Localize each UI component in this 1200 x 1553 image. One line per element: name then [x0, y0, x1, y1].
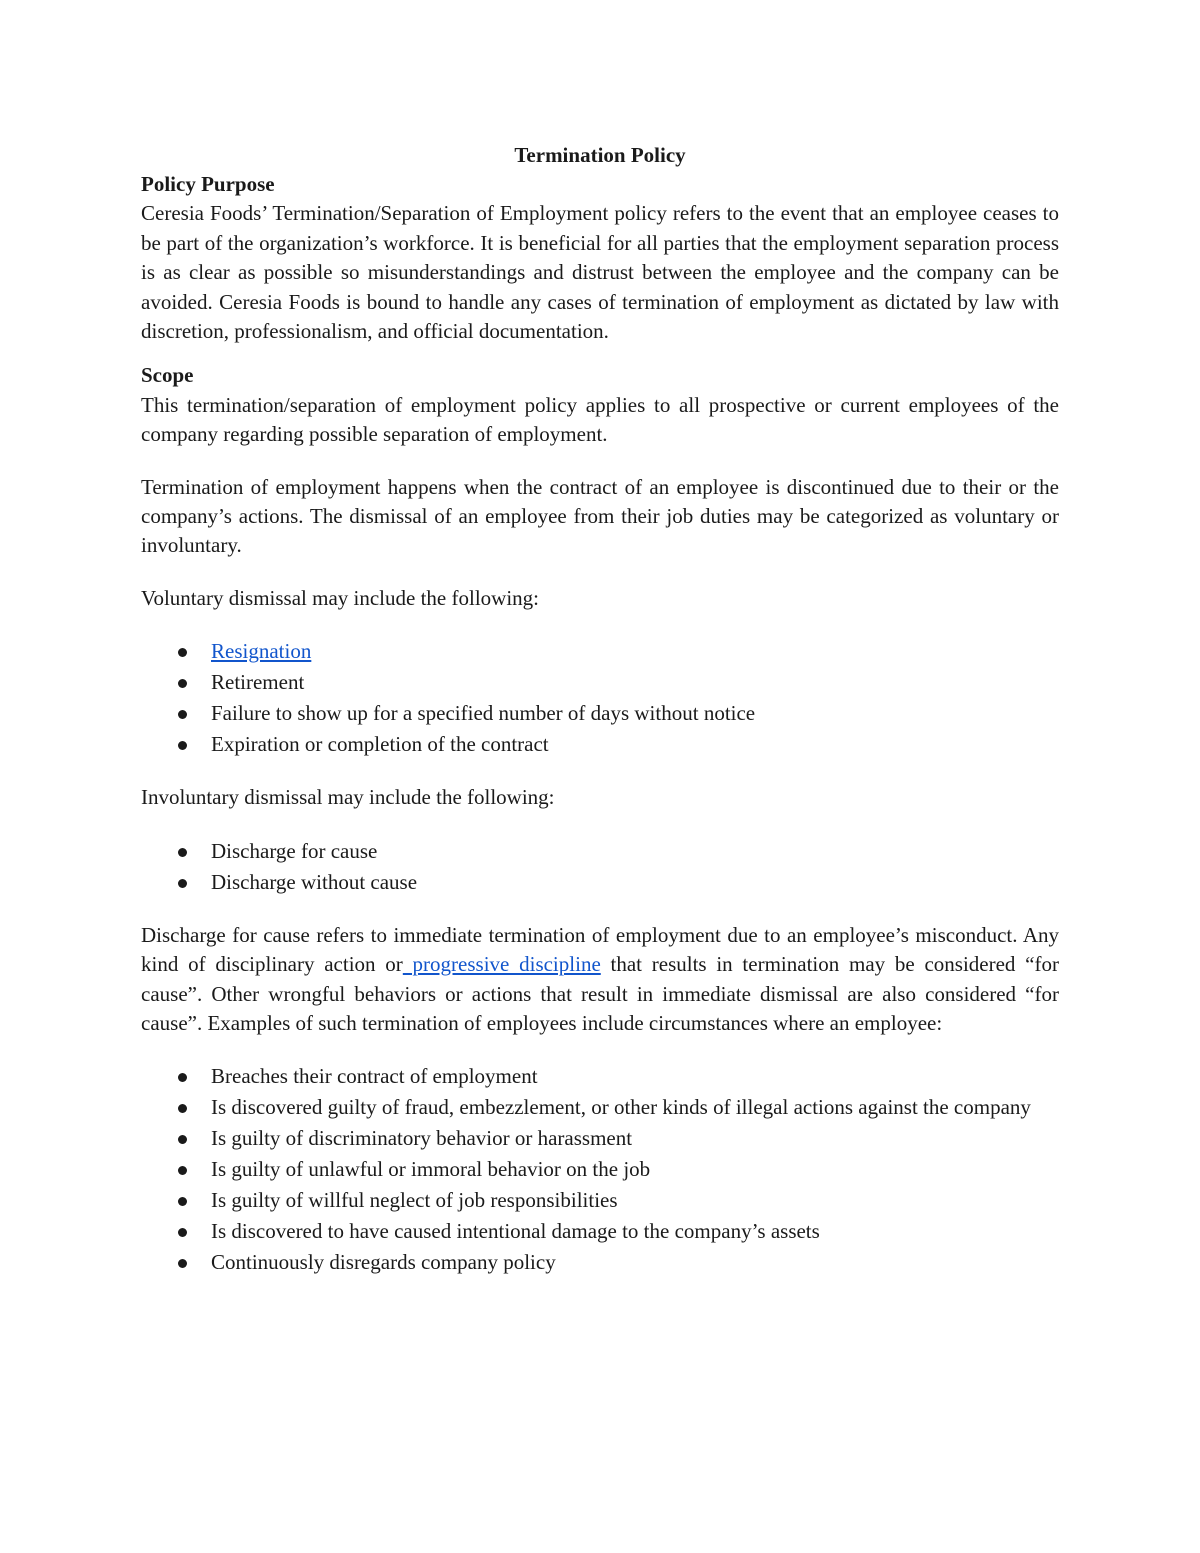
list-item-text: Discharge without cause [211, 869, 418, 894]
bullet-icon [178, 1228, 187, 1237]
list-item [211, 867, 1059, 898]
list-item [211, 729, 1059, 760]
bullet-icon [178, 848, 187, 857]
list-item [211, 1123, 1059, 1154]
bullet-icon [178, 1259, 187, 1268]
involuntary-intro: Involuntary dismissal may include the following: [141, 785, 555, 810]
policy-purpose-heading: Policy Purpose [141, 172, 275, 196]
bullet-icon [178, 1073, 187, 1082]
resignation-link[interactable]: Resignation [211, 639, 312, 664]
list-item-text: Is guilty of discriminatory behavior or harassment [211, 1126, 633, 1151]
cause-examples-list [141, 1061, 1059, 1278]
involuntary-list [141, 836, 1059, 898]
list-item [211, 1092, 1059, 1123]
bullet-icon [178, 741, 187, 750]
list-item [211, 1154, 1059, 1185]
list-item [211, 1185, 1059, 1216]
cause-paragraph-part2: that results in termination may be considered “for cause”. Other wrongful behaviors or actions that result in immediate dismissal are also considered “for cause”. Examples of such termination of employees include circumstances where an employee: [141, 952, 1059, 1035]
bullet-icon [178, 1135, 187, 1144]
termination-paragraph: Termination of employment happens when the contract of an employee is discontinued due to their or the company’s actions. The dismissal of an employee from their job duties may be categorized as voluntary or involuntary. [141, 474, 1059, 558]
list-item [211, 698, 1059, 729]
list-item [211, 1216, 1059, 1247]
list-item-text: Is guilty of willful neglect of job responsibilities [211, 1188, 618, 1213]
bullet-icon [178, 879, 187, 888]
list-item-text: Continuously disregards company policy [211, 1250, 556, 1275]
policy-purpose-paragraph: Ceresia Foods’ Termination/Separation of Employment policy refers to the event that an employee ceases to be part of the organization’s workforce. It is beneficial for all parties that the employment separation process is as clear as possible so misunderstandings and distrust between the employee and the company can be avoided. Ceresia Foods is bound to handle any cases of termination of employment as dictated by law with discretion, professionalism, and official documentation. [141, 201, 1059, 344]
cause-paragraph-part1: Discharge for cause refers to immediate termination of employment due to an employee’s misconduct. Any kind of disciplinary action or [141, 922, 1059, 977]
list-item-text: Is discovered to have caused intentional damage to the company’s assets [211, 1219, 820, 1244]
list-item [211, 1247, 1059, 1278]
cause-paragraph [141, 921, 1059, 1039]
bullet-icon [178, 648, 187, 657]
list-item-text: Expiration or completion of the contract [211, 732, 549, 757]
voluntary-intro: Voluntary dismissal may include the following: [141, 585, 539, 610]
list-item [211, 636, 1059, 667]
bullet-icon [178, 1104, 187, 1113]
document-content [141, 141, 1059, 1278]
bullet-icon [178, 710, 187, 719]
page-title: Termination Policy [514, 143, 686, 167]
list-item-text: Is discovered guilty of fraud, embezzlement, or other kinds of illegal actions against the company [211, 1095, 1031, 1120]
progressive-discipline-link[interactable]: progressive discipline [402, 952, 601, 977]
scope-heading: Scope [141, 363, 194, 388]
list-item [211, 667, 1059, 698]
list-item-text: Breaches their contract of employment [211, 1064, 538, 1089]
voluntary-list [141, 636, 1059, 760]
list-item [211, 836, 1059, 867]
list-item-text: Discharge for cause [211, 838, 378, 863]
list-item-text: Is guilty of unlawful or immoral behavior on the job [211, 1157, 651, 1182]
list-item-text: Retirement [211, 670, 305, 695]
list-item [211, 1061, 1059, 1092]
list-item-text: Failure to show up for a specified number of days without notice [211, 701, 756, 726]
bullet-icon [178, 1166, 187, 1175]
bullet-icon [178, 679, 187, 688]
scope-paragraph: This termination/separation of employment policy applies to all prospective or current employees of the company regarding possible separation of employment. [141, 392, 1059, 447]
bullet-icon [178, 1197, 187, 1206]
